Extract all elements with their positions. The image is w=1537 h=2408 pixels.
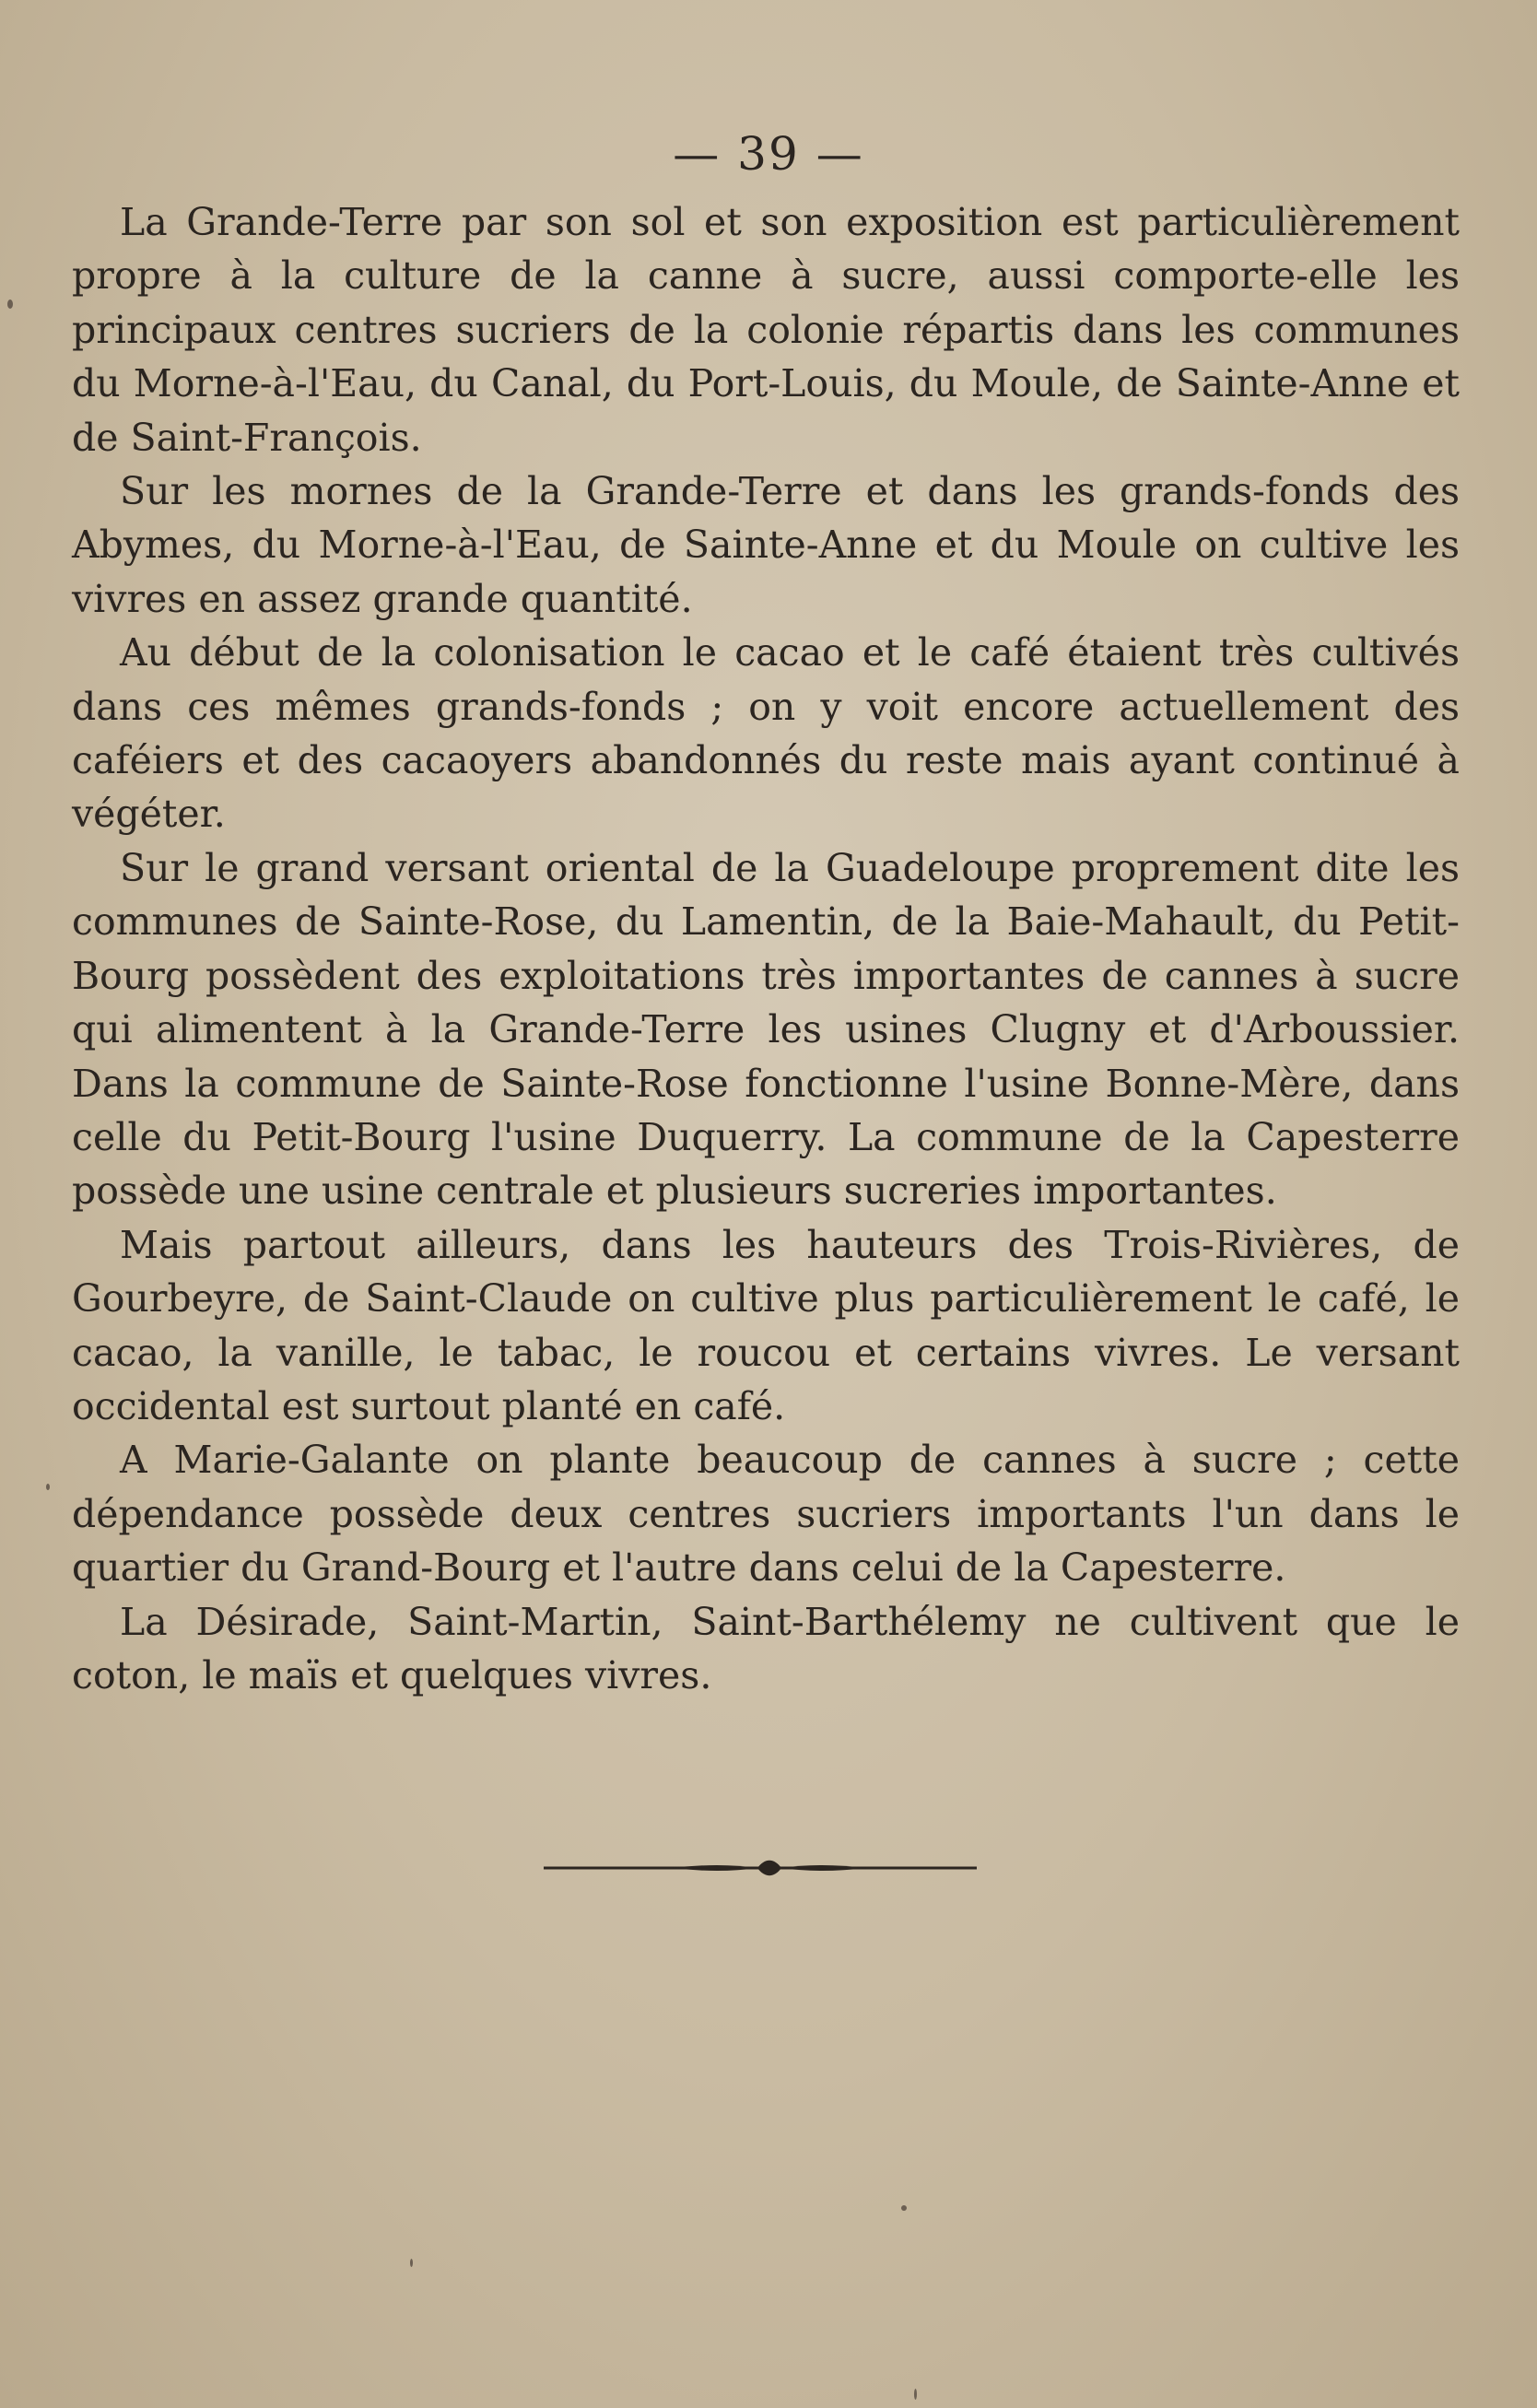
paper-speck xyxy=(46,1484,50,1490)
rule-swell-left xyxy=(673,1865,757,1871)
paragraph-7: La Désirade, Saint-Martin, Saint-Barthélemy ne cultivent que le coton, le maïs et quelques vivres. xyxy=(72,1599,1460,1697)
paragraph-2: Sur les mornes de la Grande-Terre et dans les grands-fonds des Abymes, du Morne-à-l'Eau, de Sainte-Anne et du Moule on cultive les vivres en assez grande quantité. xyxy=(72,469,1460,621)
decorative-rule-ornament xyxy=(544,1854,977,1882)
paragraph-4: Sur le grand versant oriental de la Guadeloupe proprement dite les communes de Sainte-Rose, du Lamentin, de la Baie-Mahault, du Petit-Bourg possèdent des exploitations très importantes de cannes à sucre qui alimentent à la Grande-Terre les usines Clugny et d'Arboussier. Dans la commune de Sainte-Rose fonctionne l'usine Bonne-Mère, dans celle du Petit-Bourg l'usine Duquerry. La commune de la Capesterre possède une usine centrale et plusieurs sucreries importantes. xyxy=(72,845,1460,1214)
paper-speck xyxy=(914,2389,917,2400)
body-text xyxy=(72,195,1460,1702)
paragraph-6: A Marie-Galante on plante beaucoup de cannes à sucre ; cette dépendance possède deux centres sucriers importants l'un dans le quartier du Grand-Bourg et l'autre dans celui de la Capesterre. xyxy=(72,1438,1460,1591)
paragraph-5: Mais partout ailleurs, dans les hauteurs des Trois-Rivières, de Gourbeyre, de Saint-Claude on cultive plus particulièrement le café, le cacao, la vanille, le tabac, le roucou et certains vivres. Le versant occidental est surtout planté en café. xyxy=(72,1222,1460,1428)
rule-swell-right xyxy=(781,1865,866,1871)
rule-diamond xyxy=(757,1861,781,1876)
paper-speck xyxy=(901,2205,907,2211)
paragraph-1: La Grande-Terre par son sol et son exposition est particulièrement propre à la culture de la canne à sucre, aussi comporte-elle les principaux centres sucriers de la colonie répartis dans les communes du Morne-à-l'Eau, du Canal, du Port-Louis, du Moule, de Sainte-Anne et de Saint-François. xyxy=(72,200,1460,460)
paper-speck xyxy=(7,300,13,309)
paragraph-3: Au début de la colonisation le cacao et le café étaient très cultivés dans ces mêmes grands-fonds ; on y voit encore actuellement des caféiers et des cacaoyers abandonnés du reste mais ayant continué à végéter. xyxy=(72,630,1460,837)
page-number: — 39 — xyxy=(673,127,864,181)
paper-speck xyxy=(410,2259,413,2267)
